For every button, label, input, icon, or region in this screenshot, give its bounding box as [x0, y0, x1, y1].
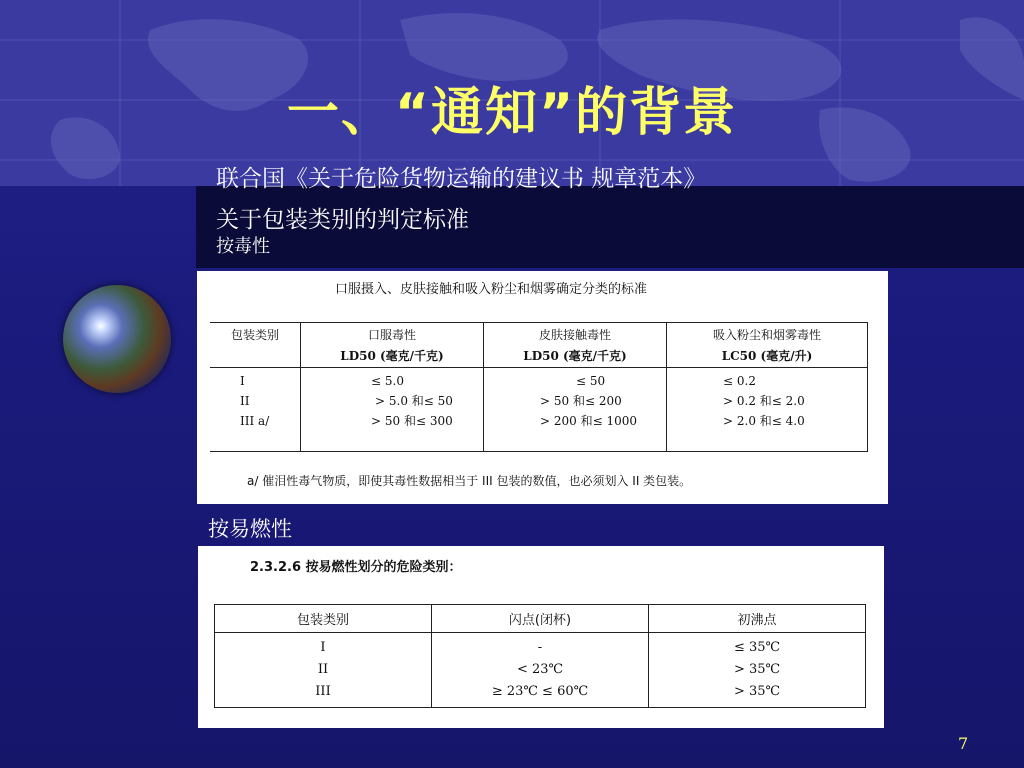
subtitle-un-recommendations: 联合国《关于危险货物运输的建议书 规章范本》	[216, 166, 707, 192]
toxicity-table-caption: 口服摄入、皮肤接触和吸入粉尘和烟雾确定分类的标准	[335, 282, 648, 297]
inhalation-toxicity-cell: ≤ 0.2 > 0.2 和≤ 2.0 > 2.0 和≤ 4.0	[667, 368, 868, 452]
label-by-flammability: 按易燃性	[208, 517, 292, 541]
subtitle-packing-group-criteria: 关于包装类别的判定标准	[216, 207, 469, 233]
oral-toxicity-cell: ≤ 5.0 > 5.0 和≤ 50 > 50 和≤ 300	[301, 368, 484, 452]
table-header: 吸入粉尘和烟雾毒性 LC50 (毫克/升)	[667, 323, 868, 368]
table-header: 初沸点	[649, 605, 866, 633]
globe-icon	[63, 285, 171, 393]
table-header: 口服毒性 LD50 (毫克/千克)	[301, 323, 484, 368]
toxicity-table	[210, 322, 868, 452]
flammability-table	[214, 604, 866, 708]
flash-point-cell: - < 23℃ ≥ 23℃ ≤ 60℃	[432, 633, 649, 708]
toxicity-footnote: a/ 催泪性毒气物质，即使其毒性数据相当于 III 包装的数值，也必须划入 II 类包装。	[247, 474, 692, 488]
table-header: 皮肤接触毒性 LD50 (毫克/千克)	[484, 323, 667, 368]
packing-group-cell: I II III a/	[210, 368, 301, 452]
boiling-point-cell: ≤ 35℃ > 35℃ > 35℃	[649, 633, 866, 708]
toxicity-table-image	[197, 271, 888, 504]
table-header: 闪点(闭杯)	[432, 605, 649, 633]
subtitle-by-toxicity: 按毒性	[216, 236, 270, 257]
dermal-toxicity-cell: ≤ 50 > 50 和≤ 200 > 200 和≤ 1000	[484, 368, 667, 452]
slide-title: 一、“通知”的背景	[286, 83, 738, 143]
page-number: 7	[958, 734, 969, 753]
flammability-table-image	[198, 546, 884, 728]
table-header: 包装类别	[210, 323, 301, 368]
flammability-table-caption: 2.3.2.6 按易燃性划分的危险类别：	[250, 560, 462, 575]
packing-group-cell: I II III	[215, 633, 432, 708]
table-header: 包装类别	[215, 605, 432, 633]
